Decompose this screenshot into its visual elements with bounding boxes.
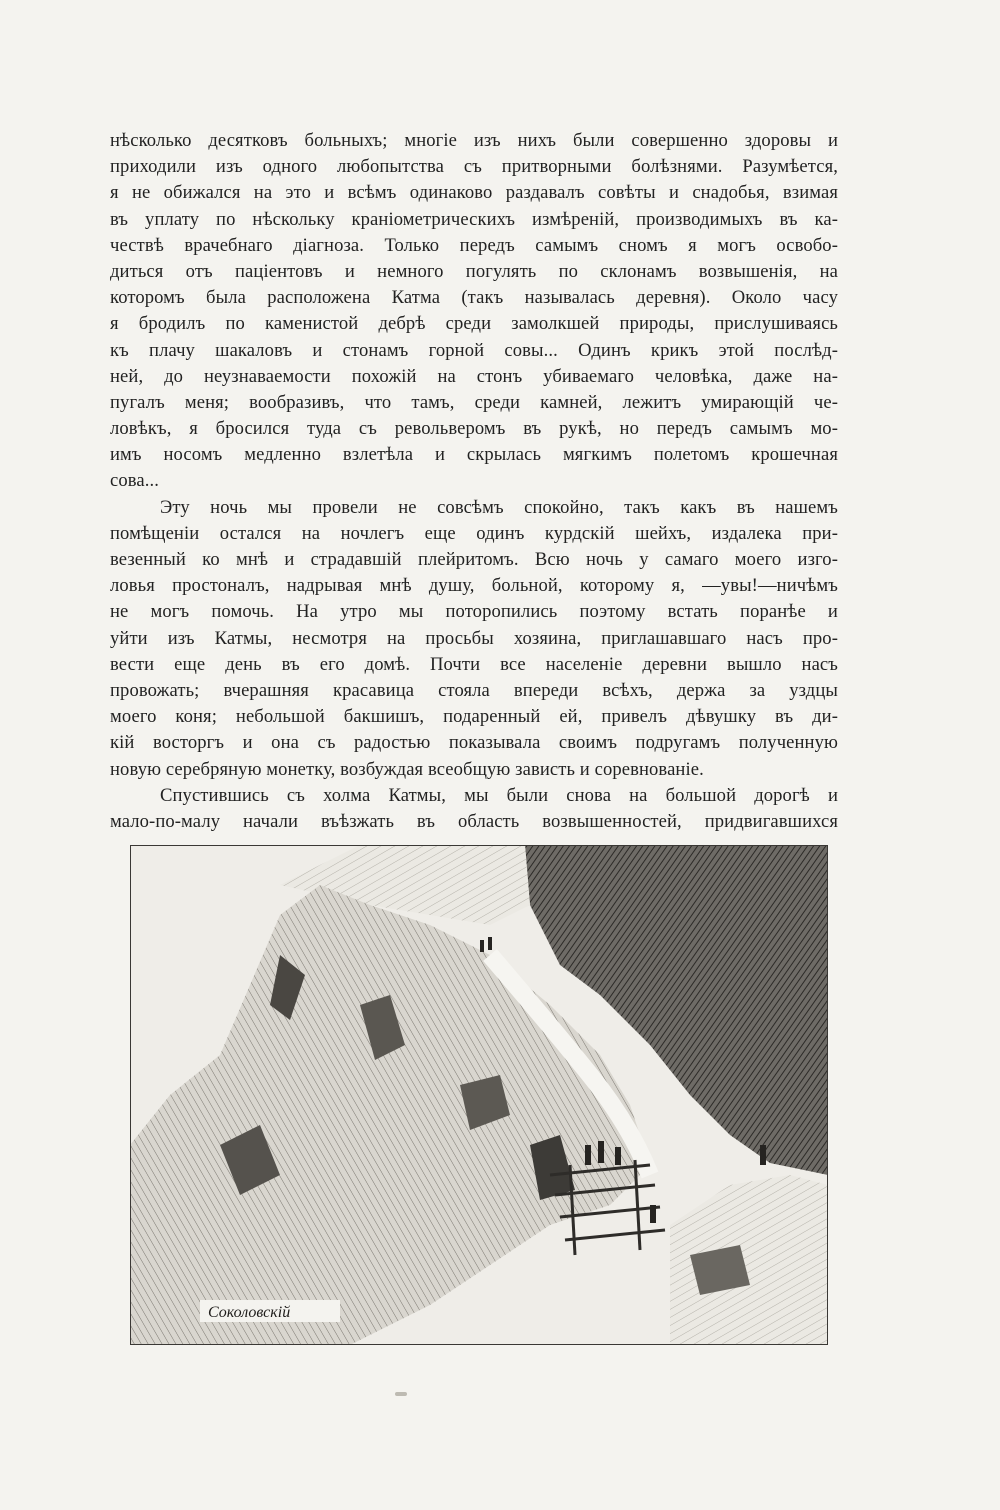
text-line: не могъ помочь. На утро мы поторопились поэтому встать поранѣе и: [110, 601, 838, 623]
text-line: ней, до неузнаваемости похожій на стонъ убиваемаго человѣка, даже на-: [110, 365, 838, 387]
text-line: имъ носомъ медленно взлетѣла и скрылась мягкимъ полетомъ крошечная: [110, 444, 838, 466]
paragraph-3: [110, 783, 838, 835]
text-line: приходили изъ одного любопытства съ притворными болѣзнями. Разумѣется,: [110, 156, 838, 178]
text-line: Эту ночь мы провели не совсѣмъ спокойно, такъ какъ въ нашемъ: [160, 496, 838, 518]
artist-signature: Соколовскій: [208, 1304, 291, 1321]
body-text: [110, 128, 838, 835]
text-line: помѣщеніи остался на ночлегъ еще одинъ курдскій шейхъ, издалека при-: [110, 522, 838, 544]
text-line: я бродилъ по каменистой дебрѣ среди замолкшей природы, прислушиваясь: [110, 313, 838, 335]
text-line: уйти изъ Катмы, несмотря на просьбы хозяина, приглашавшаго насъ про-: [110, 627, 838, 649]
paragraph-2: [110, 495, 838, 783]
text-line: мало-по-малу начали въѣзжать въ область возвышенностей, придвигавшихся: [110, 810, 838, 832]
text-line: провожать; вчерашняя красавица стояла впереди всѣхъ, держа за уздцы: [110, 679, 838, 701]
text-line: пугалъ меня; вообразивъ, что тамъ, среди камней, лежитъ умирающій че-: [110, 391, 838, 413]
text-line: я не обижался на это и всѣмъ одинаково раздавалъ совѣты и снадобья, взимая: [110, 182, 838, 204]
text-line: новую серебряную монетку, возбуждая всеобщую зависть и соревнованіе.: [110, 758, 704, 780]
text-line: ловья простоналъ, надрывая мнѣ душу, больной, которому я, —увы!—ничѣмъ: [110, 575, 838, 597]
page-marker-icon: [395, 1392, 407, 1396]
paragraph-1: [110, 128, 838, 495]
text-line: въ уплату по нѣскольку краніометрическихъ измѣреній, производимыхъ въ ка-: [110, 208, 838, 230]
text-line: сова...: [110, 470, 159, 492]
text-line: везенный ко мнѣ и страдавшій плейритомъ. Всю ночь у самаго моего изго-: [110, 549, 838, 570]
mountain-path-icon: [130, 845, 828, 1345]
text-line: нѣсколько десятковъ больныхъ; многіе изъ нихъ были совершенно здоровы и: [110, 130, 838, 151]
text-line: диться отъ паціентовъ и немного погулять по склонамъ возвышенія, на: [110, 260, 838, 282]
text-line: чествѣ врачебнаго діагноза. Только передъ самымъ сномъ я могъ освобо-: [110, 234, 838, 256]
text-line: ловѣкъ, я бросился туда съ револьверомъ въ рукѣ, но передъ самымъ мо-: [110, 418, 838, 440]
text-line: вести еще день въ его домѣ. Почти все населеніе деревни вышло насъ: [110, 653, 838, 675]
mountain-engraving-illustration: [130, 845, 828, 1345]
text-line: Спустившись съ холма Катмы, мы были снова на большой дорогѣ и: [160, 784, 838, 806]
text-line: которомъ была расположена Катма (такъ называлась деревня). Около часу: [110, 287, 838, 309]
text-line: моего коня; небольшой бакшишъ, подаренный ей, привелъ дѣвушку въ ди-: [110, 706, 838, 728]
text-line: къ плачу шакаловъ и стонамъ горной совы... Одинъ крикъ этой послѣд-: [110, 339, 838, 361]
text-line: кій восторгъ и она съ радостью показывала своимъ подругамъ полученную: [110, 732, 838, 754]
